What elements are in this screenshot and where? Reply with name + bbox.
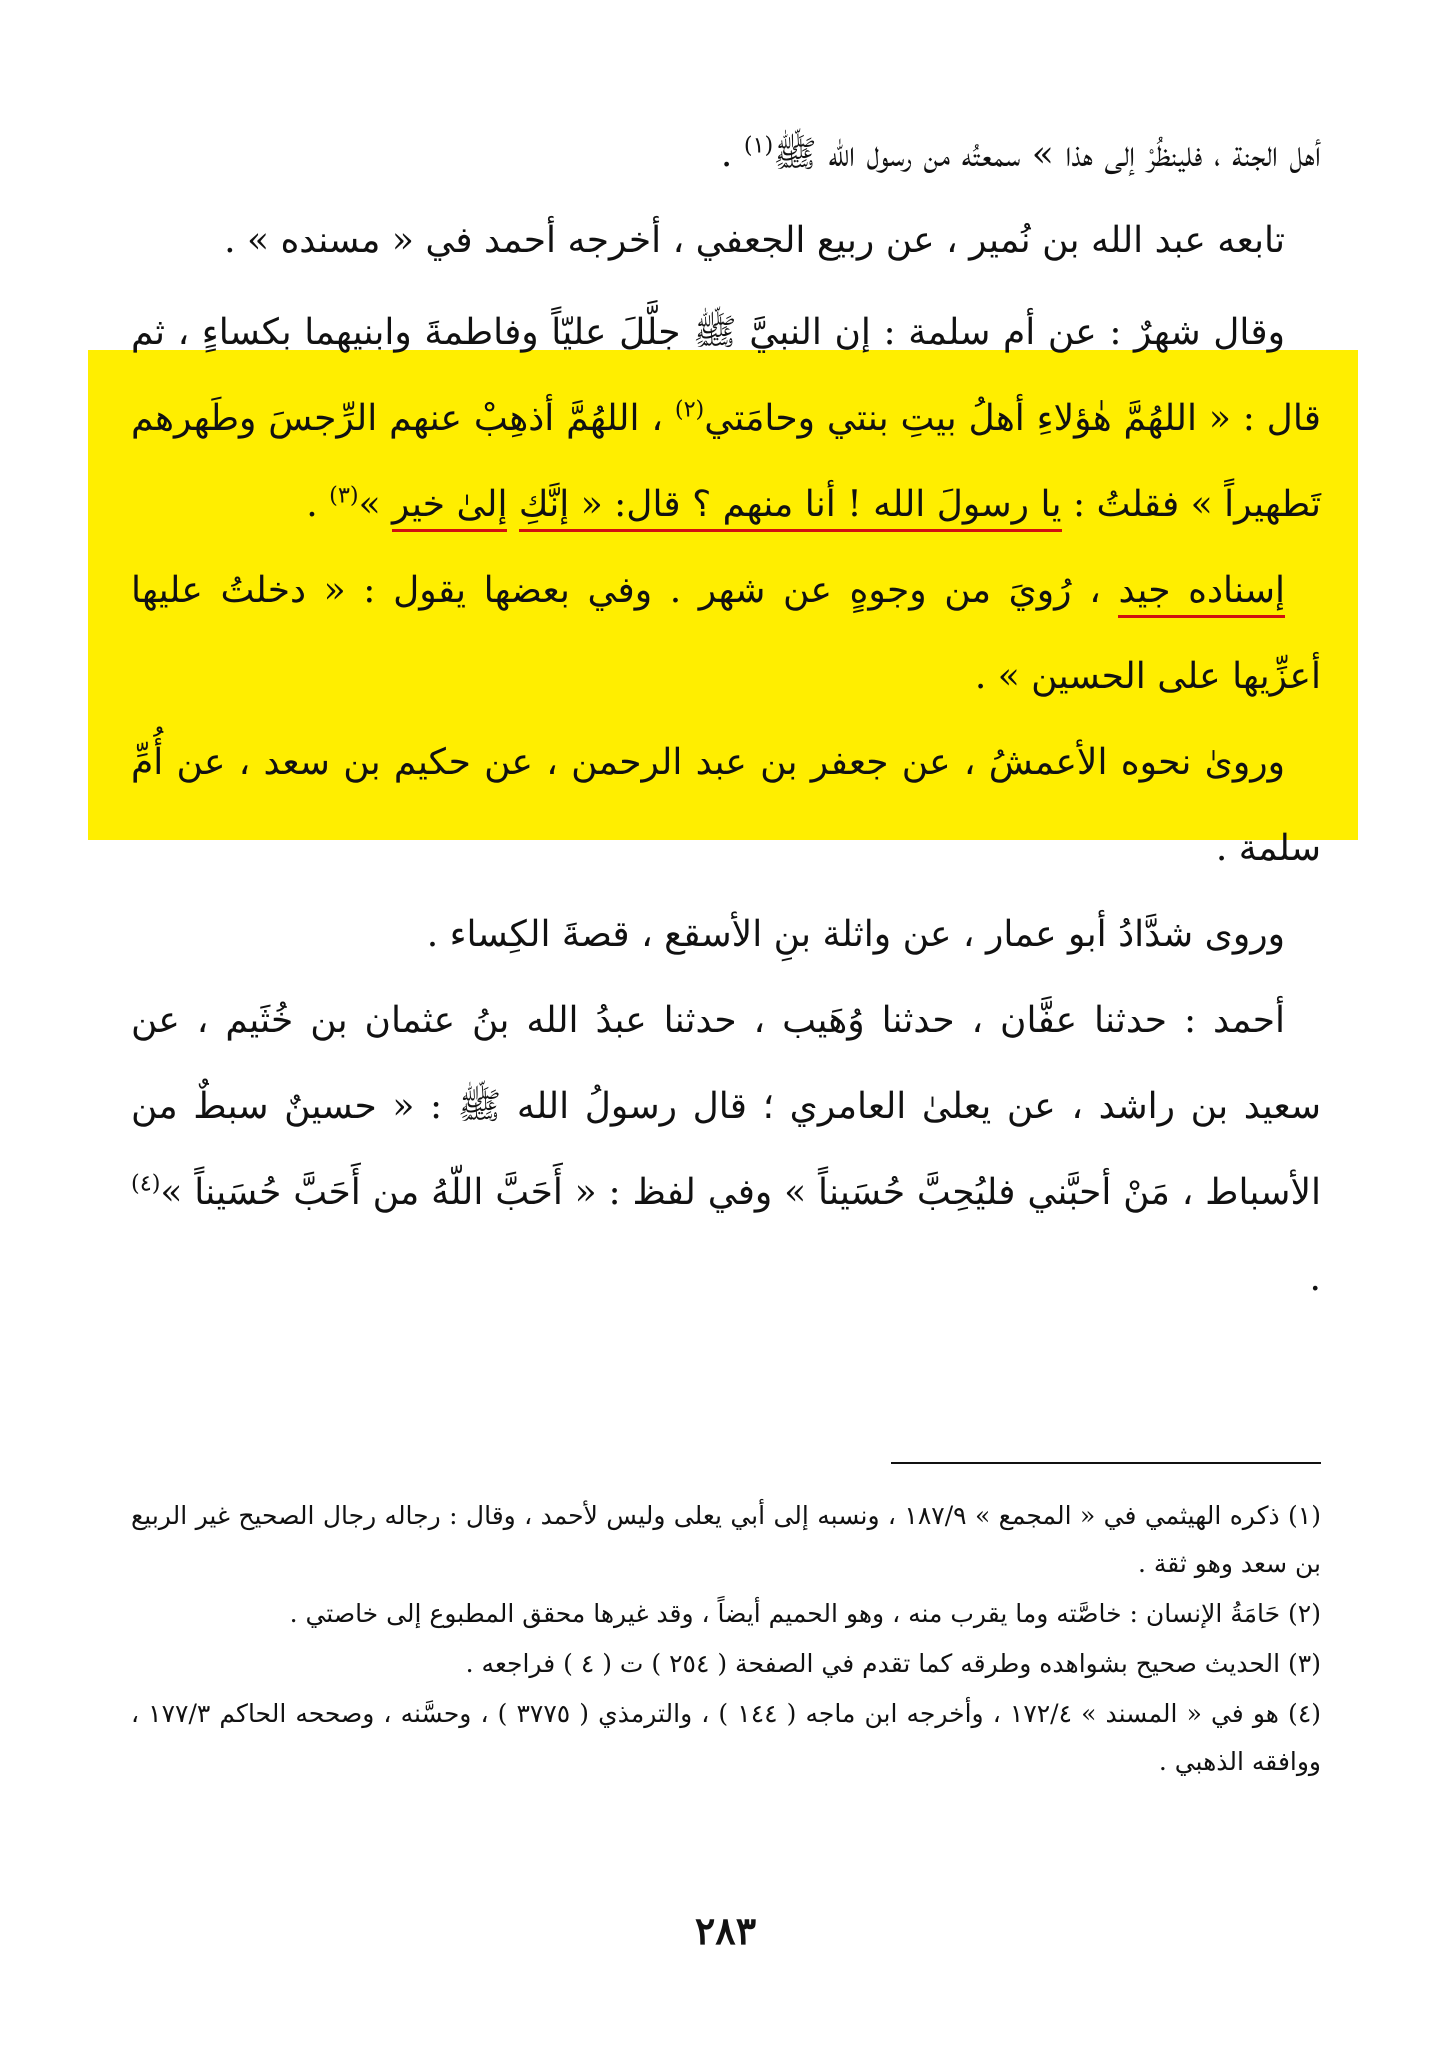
- footnote-2: (٢) حَامَةُ الإنسان : خاصَّته وما يقرب منه ، وهو الحميم أيضاً ، وقد غيرها محقق المطبوع إلى خاصتي .: [289, 1599, 1321, 1628]
- footnote-1: (١) ذكره الهيثمي في « المجمع » ١٨٧/٩ ، ونسبه إلى أبي يعلى وليس لأحمد ، وقال : رجاله رجال الصحيح غير الربيع بن سعد وهو ثقة .: [131, 1501, 1321, 1578]
- footnote-ref-3[interactable]: (٣): [329, 482, 359, 509]
- paragraph-4: إسناده جيد ، رُويَ من وجوهٍ عن شهر . وفي بعضها يقول : « دخلتُ عليها أعزِّيها على الحسين » .: [131, 570, 1321, 697]
- paragraph-2: تابعه عبد الله بن نُمير ، عن ربيع الجعفي ، أخرجه أحمد في « مسنده » .: [224, 220, 1285, 261]
- main-text: [131, 112, 1321, 1322]
- paragraph-7: أحمد : حدثنا عفَّان ، حدثنا وُهَيب ، حدثنا عبدُ الله بنُ عثمان بن خُثَيم ، عن سعيد بن راشد ، عن يعلىٰ العامري ؛ قال رسولُ الله ﷺ : « حسينٌ سبطٌ من الأسباط ، مَنْ أحبَّني فليُحِبَّ حُسَيناً » وفي لفظ : « أَحَبَّ اللّهُ من أَحَبَّ حُسَيناً »$^{(٤)}$ .: [131, 1000, 1321, 1299]
- page-number: ٢٨٣: [694, 1908, 757, 1953]
- paragraph-6: وروى شدَّادُ أبو عمار ، عن واثلة بنِ الأسقع ، قصةَ الكِساء .: [426, 914, 1285, 955]
- paragraph-3: وقال شهرٌ : عن أم سلمة : إن النبيَّ ﷺ جلَّلَ عليّاً وفاطمةَ وابنيهما بكساءٍ ، ثم قال : « اللهُمَّ هٰؤلاءِ أهلُ بيتِ بنتي وحامَتي$^{(٢)}$ ، اللهُمَّ أذهِبْ عنهم الرِّجسَ وطَهرهم تَطهيراً » فقلتُ : يا رسولَ الله ! أنا منهم ؟ قال: « إنَّكِ إلىٰ خير »$^{(٣)}$ .: [131, 290, 1321, 548]
- footnote-4: (٤) هو في « المسند » ١٧٢/٤ ، وأخرجه ابن ماجه ( ١٤٤ ) ، والترمذي ( ٣٧٧٥ ) ، وحسَّنه ، وصححه الحاكم ١٧٧/٣ ، ووافقه الذهبي .: [131, 1699, 1322, 1776]
- footnote-separator: [891, 1462, 1321, 1464]
- underlined-phrase-2: إلىٰ خير: [392, 484, 507, 532]
- footnote-3: (٣) الحديث صحيح بشواهده وطرقه كما تقدم في الصفحة ( ٢٥٤ ) ت ( ٤ ) فراجعه .: [465, 1649, 1321, 1678]
- underlined-phrase-1: يا رسولَ الله ! أنا منهم ؟ قال: « إنَّكِ: [519, 484, 1062, 532]
- underlined-isnad: إسناده جيد: [1118, 570, 1285, 618]
- footnote-ref-1[interactable]: (١): [743, 132, 774, 159]
- paragraph-5: وروىٰ نحوه الأعمشُ ، عن جعفر بن عبد الرحمن ، عن حكيم بن سعد ، عن أُمِّ سلمة .: [131, 742, 1321, 869]
- footnotes: [131, 1492, 1321, 1788]
- footnote-ref-4[interactable]: (٤): [131, 1170, 161, 1197]
- paragraph-1: أهل الجنة ، فلينظُرْ إلى هذا » سمعتُه من رسول الله ﷺ$^{(١)}$ .: [720, 132, 1321, 175]
- footnote-ref-2[interactable]: (٢): [674, 396, 705, 423]
